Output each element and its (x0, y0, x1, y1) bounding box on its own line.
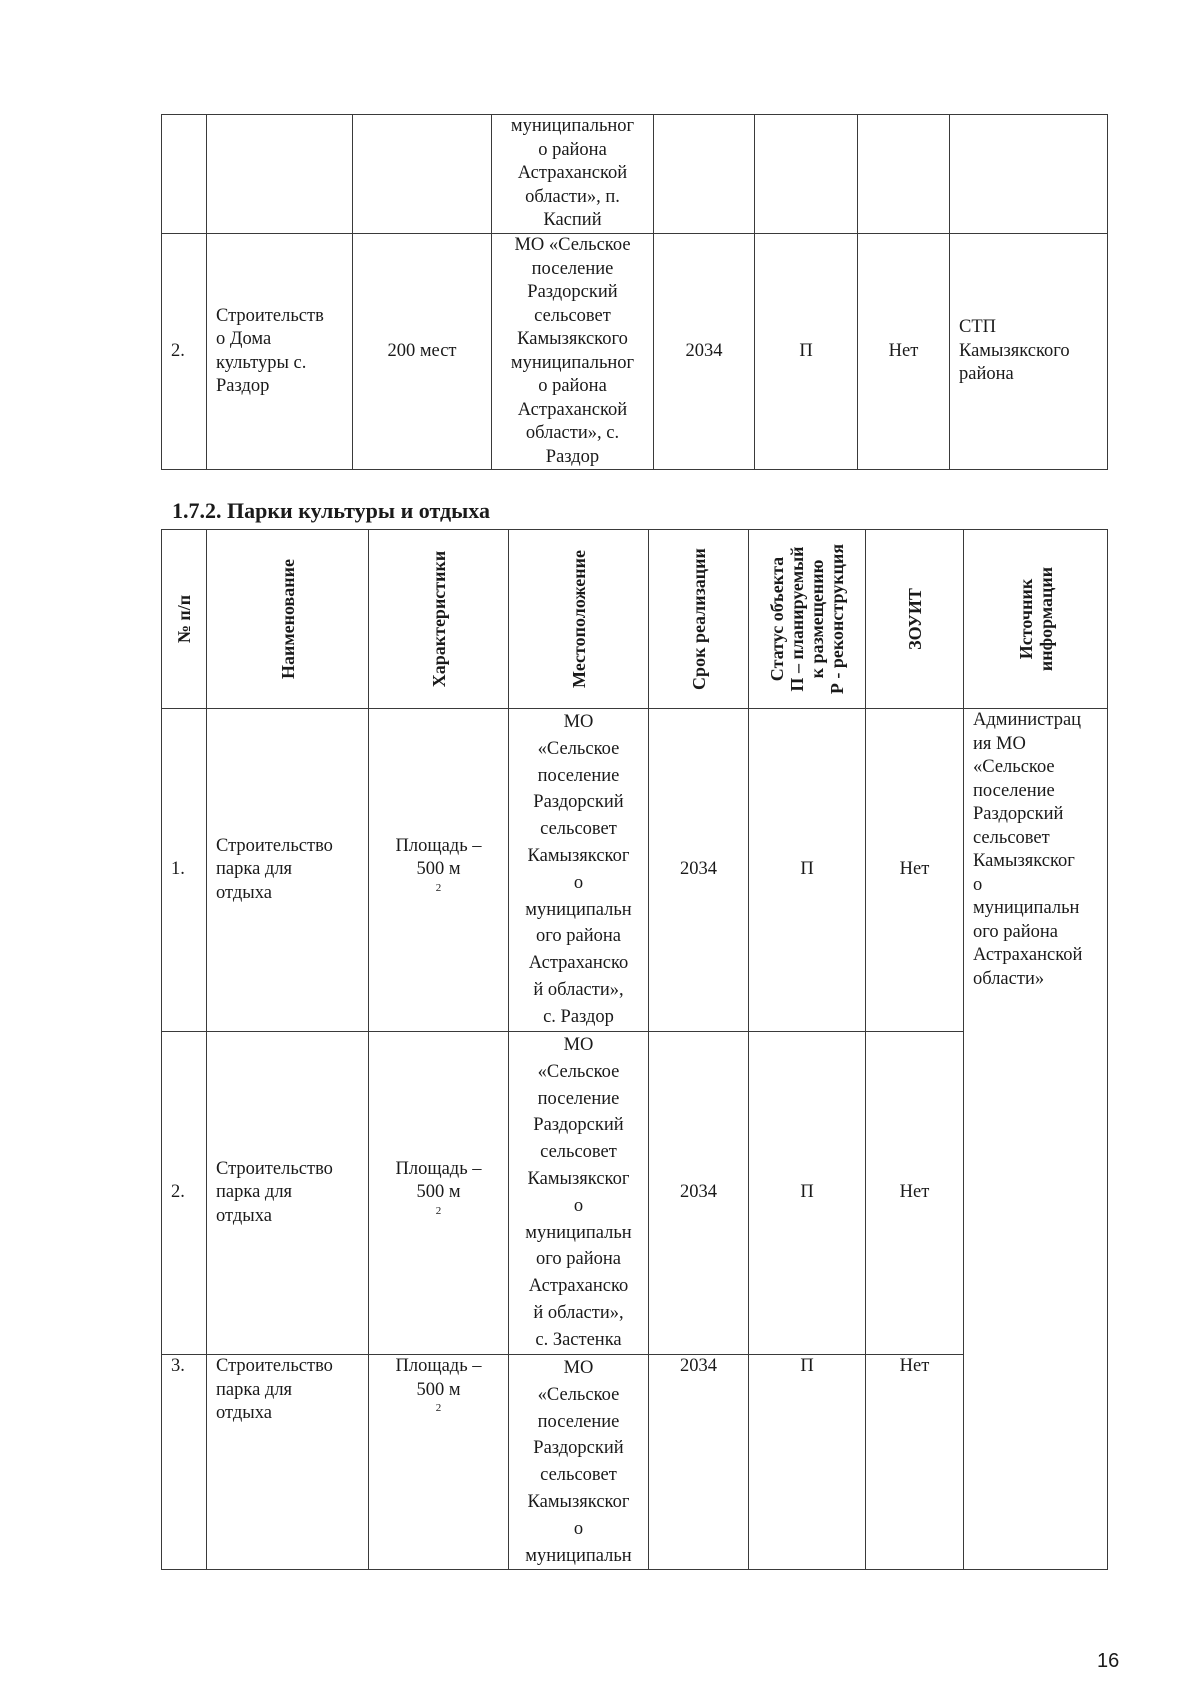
name-line: парка для (216, 1182, 293, 1203)
term-cell: 2034 (649, 1032, 749, 1355)
location-line: МО (563, 1035, 594, 1055)
characteristics-line: Площадь – (395, 835, 482, 856)
name-line: Строительств (216, 305, 324, 326)
location-line: Камызякского (517, 329, 628, 349)
term-cell: 2034 (649, 709, 749, 1032)
location-line: Раздорский (527, 282, 618, 302)
location-line: Камызякског (527, 1491, 630, 1512)
location-line: Камызякског (527, 845, 630, 866)
source-line: ия МО (973, 733, 1026, 754)
location-line: о (573, 872, 584, 893)
row-number-cell: 1. (162, 709, 207, 1032)
location-line: поселение (537, 1411, 620, 1432)
header-line: Р - реконструкция (827, 543, 847, 695)
header-line: к размещению (807, 559, 827, 679)
source-line: Камызякского (959, 340, 1070, 361)
source-line: СТП (959, 317, 996, 338)
header-line: № п/п (174, 594, 194, 644)
source-line: Камызякског (973, 851, 1075, 871)
header-name (207, 530, 369, 709)
area-unit-superscript: 2 (435, 881, 442, 894)
header-line: Наименование (277, 559, 298, 679)
area-value: 500 м (416, 1182, 461, 1203)
header-line: Местоположение (568, 550, 589, 688)
status-cell: П (749, 709, 866, 1032)
name-line: отдыха (216, 1403, 272, 1423)
location-cell (509, 1355, 649, 1570)
area-line (378, 1181, 499, 1228)
name-line: Строительство (216, 1158, 333, 1179)
name-cell (207, 115, 353, 234)
location-line: МО (563, 712, 594, 732)
parks-table (161, 529, 1108, 1570)
area-unit-superscript: 2 (435, 1204, 442, 1217)
location-line: Раздор (545, 446, 600, 467)
location-line: й области», (533, 979, 624, 1000)
source-line: муниципальн (973, 898, 1080, 918)
name-cell (207, 234, 353, 470)
section-heading: 1.7.2. Парки культуры и отдыха (172, 498, 491, 523)
row-number-cell (162, 115, 207, 234)
header-characteristics (369, 530, 509, 709)
location-line: МО «Сельское (514, 235, 631, 255)
location-line: муниципальн (525, 1545, 632, 1566)
header-source (964, 530, 1108, 709)
location-line: Астраханской (517, 399, 628, 420)
location-line: ого района (536, 926, 621, 947)
table-header-row (162, 530, 1108, 709)
source-line: Астраханской (973, 945, 1083, 965)
location-line: муниципальн (525, 899, 632, 920)
characteristics-cell (353, 115, 492, 234)
name-line: о Дома (216, 329, 272, 349)
zouit-cell: Нет (866, 1032, 964, 1355)
table-row (162, 115, 1108, 234)
source-cell (964, 709, 1108, 1570)
source-line: Раздорский (973, 804, 1064, 824)
projects-table-continued (161, 114, 1108, 470)
location-line: Раздорский (533, 1438, 624, 1459)
header-status (749, 530, 866, 709)
source-line: о (973, 874, 983, 895)
table-row (162, 709, 1108, 1032)
location-line: поселение (531, 258, 614, 279)
location-line: области», с. (525, 423, 620, 443)
header-line: Характеристики (428, 550, 449, 688)
location-line: с. Раздор (543, 1006, 614, 1027)
header-line: информации (1035, 566, 1056, 672)
area-line (378, 1379, 499, 1426)
location-line: й области», (533, 1302, 624, 1323)
row-number-cell: 2. (162, 234, 207, 470)
name-cell (207, 1355, 369, 1570)
term-cell: 2034 (649, 1355, 749, 1570)
characteristics-cell (369, 1355, 509, 1570)
area-value: 500 м (416, 1379, 461, 1400)
status-cell: П (749, 1355, 866, 1570)
characteristics-line: Площадь – (395, 1158, 482, 1179)
location-line: с. Застенка (535, 1329, 622, 1350)
source-line: ого района (973, 921, 1058, 942)
location-line: поселение (537, 765, 620, 786)
header-num (162, 530, 207, 709)
characteristics-line: Площадь – (395, 1356, 482, 1376)
header-line: Статус объекта (767, 556, 787, 682)
status-cell: П (755, 234, 858, 470)
zouit-cell (858, 115, 950, 234)
header-line: ЗОУИТ (904, 588, 925, 650)
term-cell (654, 115, 755, 234)
location-line: Камызякског (527, 1168, 630, 1189)
page-number: 16 (1097, 1650, 1120, 1672)
source-line: сельсовет (973, 827, 1050, 848)
zouit-cell: Нет (866, 1355, 964, 1570)
name-cell (207, 709, 369, 1032)
row-number-cell: 2. (162, 1032, 207, 1355)
header-line: Источник (1015, 578, 1036, 660)
location-line: Астраханско (528, 1276, 629, 1297)
area-unit-superscript: 2 (435, 1401, 442, 1414)
location-line: сельсовет (534, 305, 611, 326)
location-line: муниципальног (510, 352, 635, 373)
table-row (162, 234, 1108, 470)
area-value: 500 м (416, 859, 461, 880)
location-line: Каспий (543, 210, 602, 231)
location-line: Астраханской (517, 163, 628, 184)
source-line: района (959, 364, 1014, 385)
name-cell (207, 1032, 369, 1355)
header-term (649, 530, 749, 709)
status-cell: П (749, 1032, 866, 1355)
name-line: отдыха (216, 882, 272, 903)
location-cell (492, 234, 654, 470)
name-line: культуры с. (216, 352, 307, 373)
row-number-cell: 3. (162, 1355, 207, 1570)
source-cell (950, 115, 1108, 234)
area-line (378, 858, 499, 905)
location-line: о (573, 1195, 584, 1216)
source-line: «Сельское (973, 757, 1055, 777)
location-line: МО (563, 1358, 594, 1378)
location-line: «Сельское (537, 1061, 620, 1082)
location-line: о (573, 1518, 584, 1539)
name-line: Раздор (216, 376, 270, 396)
location-line: сельсовет (540, 819, 617, 840)
location-cell (509, 709, 649, 1032)
zouit-cell: Нет (866, 709, 964, 1032)
name-line: парка для (216, 859, 293, 880)
characteristics-cell (369, 709, 509, 1032)
location-line: области», п. (525, 186, 620, 207)
location-line: Раздорский (533, 792, 624, 813)
characteristics-cell (369, 1032, 509, 1355)
name-line: Строительство (216, 835, 333, 856)
location-line: Астраханско (528, 953, 629, 974)
location-line: муниципальног (510, 116, 635, 137)
source-line: поселение (973, 780, 1055, 801)
characteristics-cell: 200 мест (353, 234, 492, 470)
source-cell (950, 234, 1108, 470)
term-cell: 2034 (654, 234, 755, 470)
zouit-cell: Нет (858, 234, 950, 470)
header-zouit (866, 530, 964, 709)
source-line: области» (973, 968, 1045, 989)
location-line: о района (538, 139, 607, 160)
header-line: П – планируемый (787, 546, 807, 692)
name-line: отдыха (216, 1205, 272, 1226)
status-cell (755, 115, 858, 234)
location-line: «Сельское (537, 738, 620, 759)
header-location (509, 530, 649, 709)
location-line: сельсовет (540, 1142, 617, 1163)
location-line: поселение (537, 1088, 620, 1109)
location-line: ого района (536, 1249, 621, 1270)
location-line: сельсовет (540, 1465, 617, 1486)
location-line: о района (538, 376, 607, 396)
name-line: Строительство (216, 1356, 333, 1376)
location-cell (509, 1032, 649, 1355)
location-line: Раздорский (533, 1115, 624, 1136)
name-line: парка для (216, 1379, 293, 1400)
location-line: «Сельское (537, 1384, 620, 1405)
location-cell (492, 115, 654, 234)
source-line: Администрац (973, 710, 1082, 730)
location-line: муниципальн (525, 1222, 632, 1243)
header-line: Срок реализации (688, 548, 709, 690)
